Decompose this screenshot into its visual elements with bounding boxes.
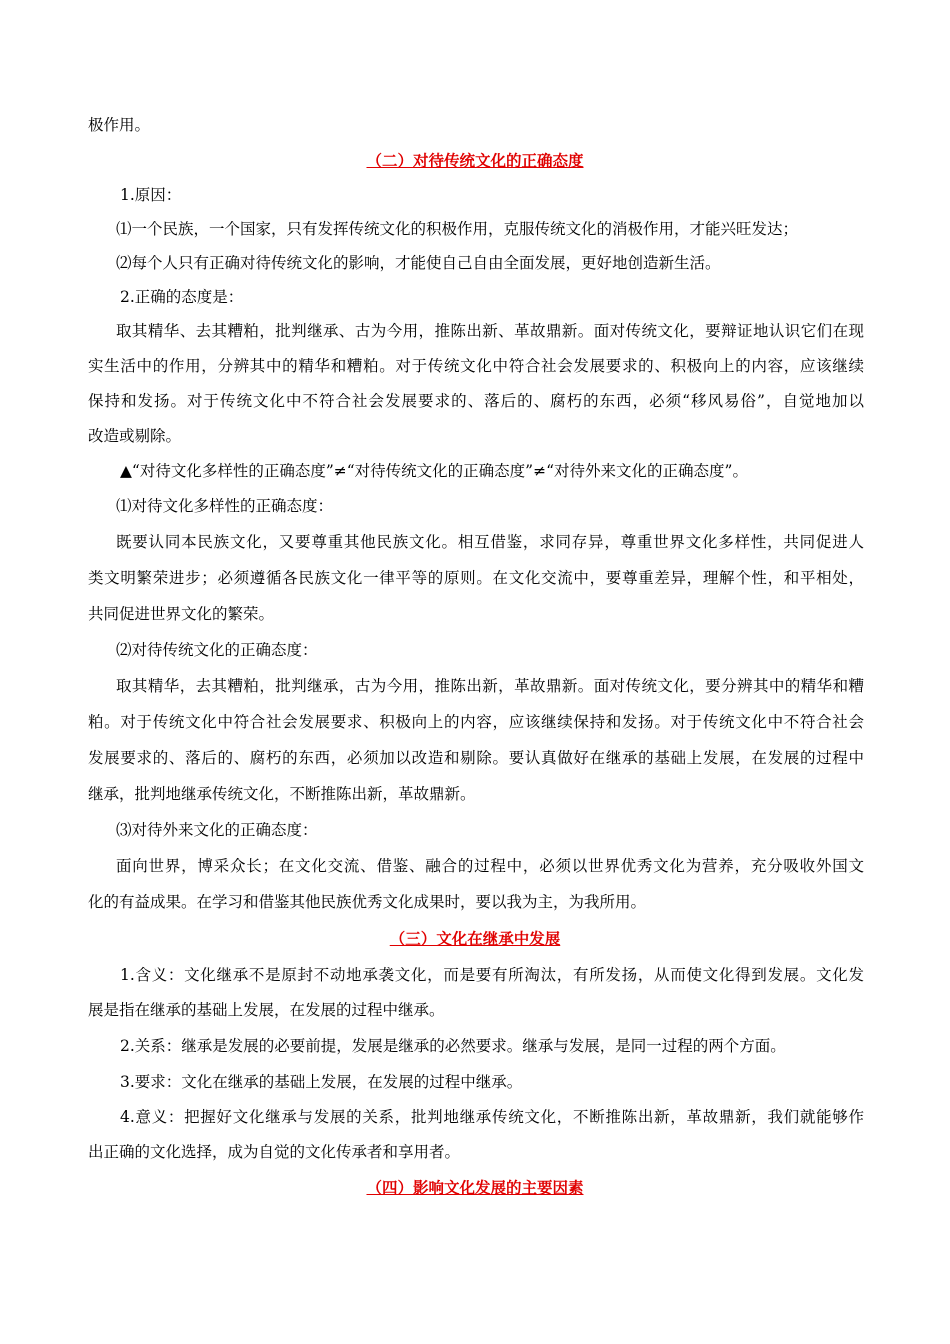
paragraph-line: 极作用。 [88,116,151,134]
paragraph-line: 2.正确的态度是： [120,288,244,306]
paragraph-line: 1.含义：文化继承不是原封不动地承袭文化，而是要有所淘汰，有所发扬，从而使文化得到发展。文化发 [120,966,864,984]
paragraph-line: ⑴对待文化多样性的正确态度： [116,497,334,515]
paragraph-line: ⑶对待外来文化的正确态度： [116,821,318,839]
paragraph-line: 取其精华、去其糟粕，批判继承、古为今用，推陈出新、革故鼎新。面对传统文化，要辩证地认识它们在现 [116,322,864,340]
paragraph-line: 类文明繁荣进步；必须遵循各民族文化一律平等的原则。在文化交流中，要尊重差异，理解个性，和平相处， [88,569,864,587]
paragraph-line: 化的有益成果。在学习和借鉴其他民族优秀文化成果时，要以我为主，为我所用。 [88,893,647,911]
paragraph-line: 2.关系：继承是发展的必要前提，发展是继承的必然要求。继承与发展，是同一过程的两个方面。 [120,1037,786,1055]
paragraph-line: 粕。对于传统文化中符合社会发展要求、积极向上的内容，应该继续保持和发扬。对于传统文化中不符合社会 [88,713,864,731]
paragraph-line: 面向世界，博采众长；在文化交流、借鉴、融合的过程中，必须以世界优秀文化为营养，充分吸收外国文 [116,857,864,875]
paragraph-line: 展是指在继承的基础上发展，在发展的过程中继承。 [88,1001,445,1019]
paragraph-line: 1.原因： [120,186,182,204]
section-heading-4: （四）影响文化发展的主要因素 [366,1178,584,1197]
paragraph-line: 3.要求：文化在继承的基础上发展，在发展的过程中继承。 [120,1073,523,1091]
paragraph-line: 4.意义：把握好文化继承与发展的关系，批判地继承传统文化，不断推陈出新，革故鼎新，我们就能够作 [120,1108,864,1126]
paragraph-line: 取其精华，去其糟粕，批判继承，古为今用，推陈出新，革故鼎新。面对传统文化，要分辨其中的精华和糟 [116,677,864,695]
paragraph-line: ⑴一个民族，一个国家，只有发挥传统文化的积极作用，克服传统文化的消极作用，才能兴旺发达； [116,220,799,238]
section-heading-2: （二）对待传统文化的正确态度 [366,151,584,170]
paragraph-line: ⑵每个人只有正确对待传统文化的影响，才能使自己自由全面发展，更好地创造新生活。 [116,254,721,272]
paragraph-line: 既要认同本民族文化，又要尊重其他民族文化。相互借鉴，求同存异，尊重世界文化多样性，共同促进人 [116,533,864,551]
paragraph-line: ▲“对待文化多样性的正确态度”≠“对待传统文化的正确态度”≠“对待外来文化的正确态度”。 [120,462,748,480]
paragraph-line: 出正确的文化选择，成为自觉的文化传承者和享用者。 [88,1143,461,1161]
section-heading-3: （三）文化在继承中发展 [389,929,561,948]
paragraph-line: 继承，批判地继承传统文化，不断推陈出新，革故鼎新。 [88,785,476,803]
paragraph-line: 发展要求的、落后的、腐朽的东西，必须加以改造和剔除。要认真做好在继承的基础上发展，在发展的过程中 [88,749,864,767]
paragraph-line: 共同促进世界文化的繁荣。 [88,605,275,623]
paragraph-line: 保持和发扬。对于传统文化中不符合社会发展要求的、落后的、腐朽的东西，必须“移风易俗”，自觉地加以 [88,392,864,410]
paragraph-line: 实生活中的作用，分辨其中的精华和糟粕。对于传统文化中符合社会发展要求的、积极向上的内容，应该继续 [88,357,864,375]
paragraph-line: ⑵对待传统文化的正确态度： [116,641,318,659]
paragraph-line: 改造或剔除。 [88,427,182,445]
